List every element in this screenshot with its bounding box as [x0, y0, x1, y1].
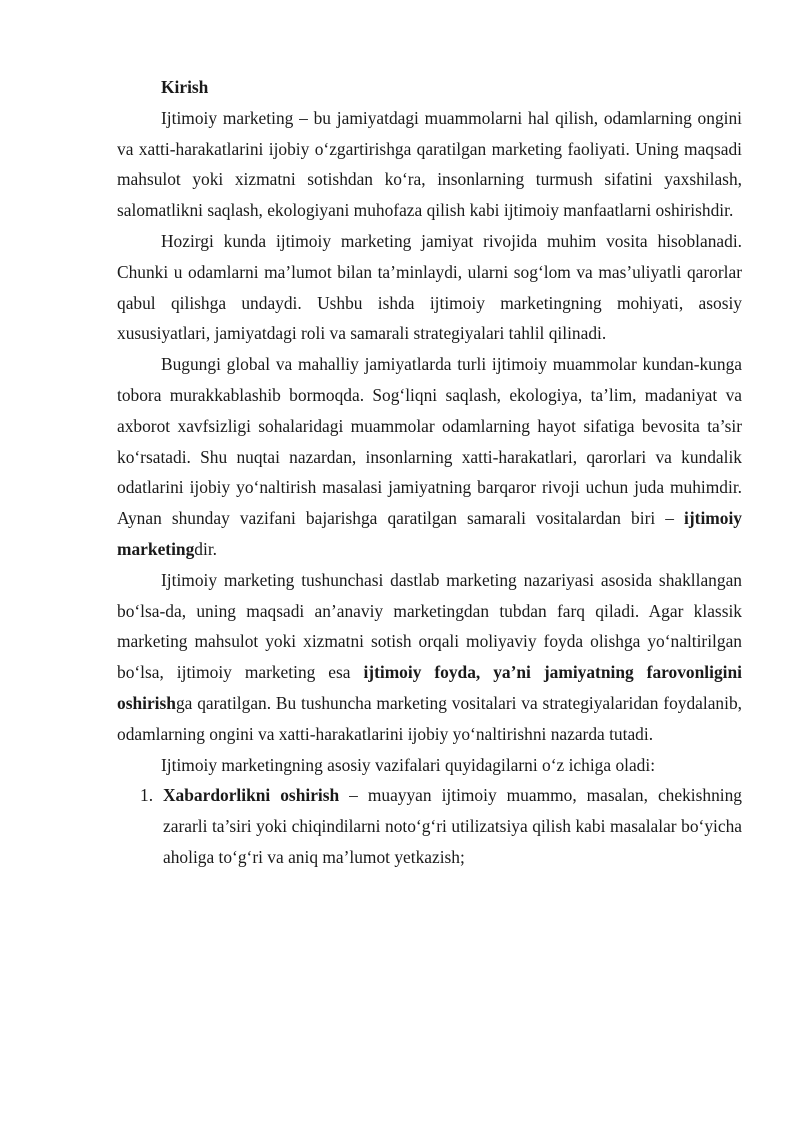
section-heading: Kirish — [161, 77, 209, 97]
emphasis-text: ijtimoiy foyda, ya’ni jamiyatning farovonligini oshirish — [117, 662, 742, 713]
paragraph-text: Ijtimoiy marketingning asosiy vazifalari quyidagilarni o‘z ichiga oladi: — [161, 754, 656, 775]
paragraph-text: dir. — [194, 538, 218, 559]
paragraph-text: Ijtimoiy marketing tushunchasi dastlab marketing nazariyasi asosida shakllangan bo‘lsa-da, uning maqsadi an’anaviy marketingdan tubdan farq qiladi. Agar klassik marketing mahsulot yoki xizmatni sotish orqali moliyaviy foyda olishga yo‘naltirilgan bo‘lsa, ijtimoiy marketing esa — [117, 569, 742, 683]
emphasis-text: ijtimoiy marketing — [117, 508, 742, 559]
paragraph-global-problems — [117, 349, 742, 565]
paragraph-concept — [117, 565, 742, 750]
list-item-text: – muayyan ijtimoiy muammo, masalan, chekishning zararli ta’siri yoki chiqindilarni noto‘g‘ri utilizatsiya qilish kabi masalalar bo‘yicha aholiga to‘g‘ri va aniq ma’lumot yetkazish; — [163, 785, 742, 867]
paragraph-text: Hozirgi kunda ijtimoiy marketing jamiyat rivojida muhim vosita hisoblanadi. Chunki u odamlarni ma’lumot bilan ta’minlaydi, ularni sog‘lom va mas’uliyatli qarorlar qabul qilishga undaydi. Ushbu ishda ijtimoiy marketingning mohiyati, asosiy xususiyatlari, jamiyatdagi roli va samarali strategiyalari tahlil qilinadi. — [117, 230, 742, 344]
paragraph-text: Ijtimoiy marketing – bu jamiyatdagi muammolarni hal qilish, odamlarning ongini va xatti-harakatlarini ijobiy o‘zgartirishga qaratilgan marketing faoliyati. Uning maqsadi mahsulot yoki xizmatni sotishdan ko‘ra, insonlarning turmush sifatini yaxshilash, salomatlikni saqlash, ekologiyani muhofaza qilish kabi ijtimoiy manfaatlarni oshirishdir. — [117, 107, 742, 221]
list-item — [117, 780, 742, 872]
paragraph-text: Bugungi global va mahalliy jamiyatlarda turli ijtimoiy muammolar kundan-kunga tobora murakkablashib bormoqda. Sog‘liqni saqlash, ekologiya, ta’lim, madaniyat va axborot xavfsizligi sohalaridagi muammolar odamlarning hayot sifatiga bevosita ta’sir ko‘rsatadi. Shu nuqtai nazardan, insonlarning xatti-harakatlari, qarorlari va kundalik odatlarini ijobiy yo‘naltirish masalasi jamiyatning barqaror rivoji uchun juda muhimdir. Aynan shunday vazifani bajarishga qaratilgan samarali vositalardan biri – — [117, 354, 742, 529]
list-item-title: Xabardorlikni oshirish — [163, 785, 340, 806]
paragraph-text: ga qaratilgan. Bu tushuncha marketing vositalari va strategiyalaridan foydalanib, odamlarning ongini va xatti-harakatlarini ijobiy yo‘naltirishni nazarda tutadi. — [117, 692, 742, 744]
list-item-number: 1. — [140, 785, 154, 806]
tasks-list — [117, 780, 742, 872]
list-item-content — [163, 780, 742, 872]
paragraph-importance — [117, 226, 742, 349]
document-page — [117, 72, 742, 873]
paragraph-tasks-intro — [117, 750, 742, 781]
paragraph-definition — [117, 103, 742, 226]
